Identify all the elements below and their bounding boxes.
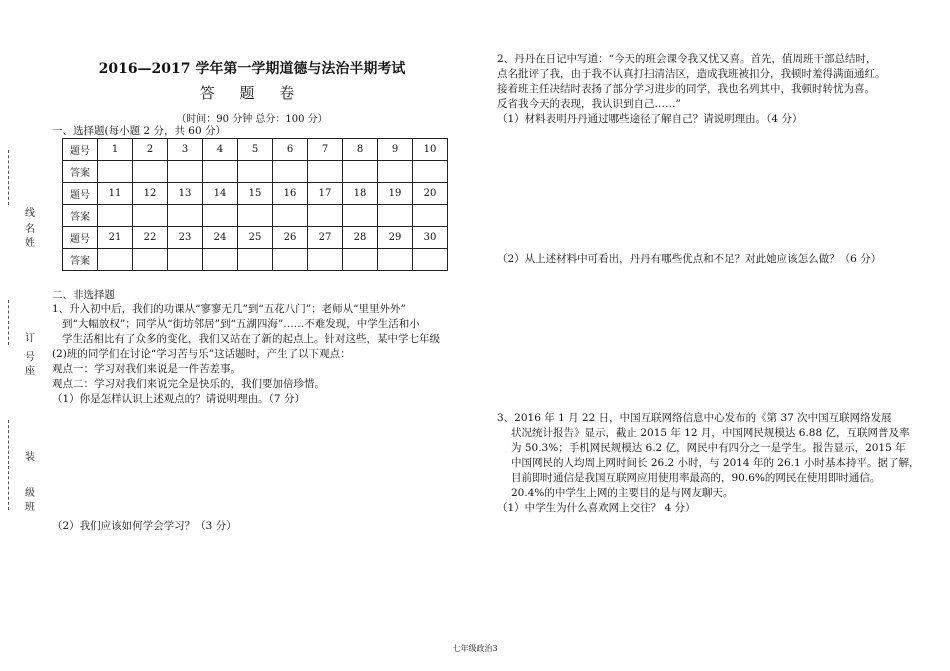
question1-part2: （2）我们应该如何学会学习？（3 分） [52, 520, 237, 532]
question-number-cell: 28 [343, 227, 378, 249]
answer-cell[interactable] [413, 249, 448, 271]
question3-line: 3、2016 年 1 月 22 日，中国互联网络信息中心发布的《第 37 次中国互联网络发展 [497, 412, 892, 424]
answer-table-number-row [63, 139, 448, 161]
question-number-cell: 20 [413, 183, 448, 205]
question-number-cell: 1 [98, 139, 133, 161]
binding-label-ding: 订 [25, 333, 35, 344]
answer-table-answer-row [63, 205, 448, 227]
answer-cell[interactable] [238, 161, 273, 183]
binding-label-xian: 线 [25, 208, 35, 219]
answer-cell[interactable] [343, 205, 378, 227]
binding-dash-line [8, 420, 10, 510]
question2-line: 点名批评了我，由于我不认真打扫清洁区，造成我班被扣分，我顿时羞得满面通红。 [497, 68, 886, 80]
answer-cell[interactable] [168, 205, 203, 227]
binding-label-xing: 姓 [25, 238, 35, 249]
answer-cell[interactable] [343, 249, 378, 271]
question1-line: 观点二：学习对我们来说完全是快乐的，我们要加倍珍惜。 [52, 378, 325, 390]
answer-cell[interactable] [308, 205, 343, 227]
answer-table-answer-row [63, 249, 448, 271]
question-number-cell: 18 [343, 183, 378, 205]
answer-cell[interactable] [308, 161, 343, 183]
answer-cell[interactable] [238, 249, 273, 271]
exam-title: 2016—2017 学年第一学期道德与法治半期考试 [98, 61, 406, 77]
page-footer: 七年级政治3 [452, 644, 498, 653]
question-number-cell: 15 [238, 183, 273, 205]
answer-cell[interactable] [273, 161, 308, 183]
question1-line: 1、升入初中后，我们的功课从“寥寥无几”到“五花八门”；老师从“里里外外” [52, 303, 406, 315]
binding-dash-line [8, 150, 10, 205]
answer-cell[interactable] [378, 249, 413, 271]
answer-cell[interactable] [203, 205, 238, 227]
binding-label-ban: 班 [25, 502, 35, 513]
question1-line: 学生活相比有了众多的变化，我们又站在了新的起点上。针对这些，某中学七年级 [62, 333, 440, 345]
question1-line: 观点一：学习对我们来说是一件苦差事。 [52, 363, 241, 375]
answer-sheet-subtitle: 答 题 卷 [199, 84, 305, 102]
question-number-cell: 2 [133, 139, 168, 161]
question-number-cell: 21 [98, 227, 133, 249]
question3-text [497, 411, 927, 516]
question-number-cell: 5 [238, 139, 273, 161]
question3-line: 目前即时通信是我国互联网应用使用率最高的，90.6%的网民在使用即时通信。 [511, 472, 881, 484]
answer-table-number-row [63, 183, 448, 205]
answer-cell[interactable] [378, 205, 413, 227]
answer-table-number-row [63, 227, 448, 249]
binding-dash-line [8, 300, 10, 345]
question-number-cell: 26 [273, 227, 308, 249]
answer-cell[interactable] [203, 249, 238, 271]
question2-line: 反省我今天的表现，我认识到自己……” [497, 98, 681, 110]
section2-heading: 二、非选择题 [52, 289, 115, 301]
answer-table-answer-row [63, 161, 448, 183]
row-label-answer: 答案 [63, 161, 98, 183]
question-number-cell: 22 [133, 227, 168, 249]
row-label-number: 题号 [63, 227, 98, 249]
question3-line: 为 50.3%；手机网民规模达 6.2 亿，网民中有四分之一是学生。报告显示，2015 年 [511, 442, 906, 454]
question-number-cell: 25 [238, 227, 273, 249]
question2-text [497, 52, 927, 127]
question3-line: 状况统计报告》显示，截止 2015 年 12 月，中国网民规模达 6.88 亿，互联网普及率 [511, 427, 910, 439]
section1-heading: 一、选择题(每小题 2 分，共 60 分） [52, 125, 226, 137]
answer-cell[interactable] [413, 205, 448, 227]
binding-label-zuo: 座 [25, 366, 35, 377]
question-number-cell: 9 [378, 139, 413, 161]
answer-cell[interactable] [168, 161, 203, 183]
answer-table [62, 138, 448, 271]
row-label-number: 题号 [63, 183, 98, 205]
answer-cell[interactable] [273, 205, 308, 227]
answer-cell[interactable] [308, 249, 343, 271]
question-number-cell: 30 [413, 227, 448, 249]
question-number-cell: 19 [378, 183, 413, 205]
question-number-cell: 12 [133, 183, 168, 205]
question-number-cell: 8 [343, 139, 378, 161]
question2-line: 接着班主任决结时表扬了部分学习进步的同学，我也名列其中，我顿时转忧为喜。 [497, 83, 875, 95]
question1-line: (2)班的同学们在讨论“学习苦与乐”这话题时，产生了以下观点： [52, 348, 351, 360]
question-number-cell: 3 [168, 139, 203, 161]
question-number-cell: 13 [168, 183, 203, 205]
question3-line: 20.4%的中学生上网的主要目的是与网友聊天。 [511, 487, 734, 499]
answer-cell[interactable] [133, 161, 168, 183]
question1-text [52, 302, 462, 407]
answer-cell[interactable] [133, 205, 168, 227]
question-number-cell: 4 [203, 139, 238, 161]
question-number-cell: 27 [308, 227, 343, 249]
question1-part1: （1）你是怎样认识上述观点的？请说明理由。（7 分） [52, 393, 305, 405]
question1-line: 到“大幅放权”；同学从“街坊邻居”到“五湖四海”……不难发现，中学生活和小 [62, 318, 420, 330]
binding-label-ming: 名 [25, 224, 35, 235]
answer-cell[interactable] [273, 249, 308, 271]
question2-line: 2、丹丹在日记中写道：“今天的班会课令我又忧又喜。首先，值周班干部总结时， [497, 53, 877, 65]
row-label-answer: 答案 [63, 249, 98, 271]
question-number-cell: 24 [203, 227, 238, 249]
question-number-cell: 17 [308, 183, 343, 205]
answer-cell[interactable] [98, 249, 133, 271]
question3-line: 中国网民的人均周上网时间长 26.2 小时，与 2014 年的 26.1 小时基本持平。据了解， [511, 457, 920, 469]
answer-cell[interactable] [133, 249, 168, 271]
binding-label-ji: 级 [25, 488, 35, 499]
binding-label-hao: 号 [25, 352, 35, 363]
answer-cell[interactable] [238, 205, 273, 227]
row-label-answer: 答案 [63, 205, 98, 227]
question-number-cell: 23 [168, 227, 203, 249]
question2-part2: （2）从上述材料中可看出，丹丹有哪些优点和不足？对此她应该怎么做？（6 分） [497, 253, 882, 265]
binding-margin [0, 0, 48, 671]
question-number-cell: 14 [203, 183, 238, 205]
question2-part1: （1）材料表明丹丹通过哪些途径了解自己？请说明理由。（4 分） [497, 113, 803, 125]
question-number-cell: 11 [98, 183, 133, 205]
binding-label-zhuang: 装 [25, 452, 35, 463]
question-number-cell: 10 [413, 139, 448, 161]
question-number-cell: 7 [308, 139, 343, 161]
answer-cell[interactable] [378, 161, 413, 183]
question-number-cell: 6 [273, 139, 308, 161]
answer-cell[interactable] [203, 161, 238, 183]
question3-part1: （1）中学生为什么喜欢网上交往？ 4 分） [497, 502, 696, 514]
row-label-number: 题号 [63, 139, 98, 161]
answer-cell[interactable] [168, 249, 203, 271]
question-number-cell: 29 [378, 227, 413, 249]
answer-cell[interactable] [413, 161, 448, 183]
answer-cell[interactable] [98, 205, 133, 227]
exam-time-score: （时间：90 分钟 总分：100 分） [176, 114, 328, 125]
question-number-cell: 16 [273, 183, 308, 205]
answer-cell[interactable] [98, 161, 133, 183]
answer-cell[interactable] [343, 161, 378, 183]
